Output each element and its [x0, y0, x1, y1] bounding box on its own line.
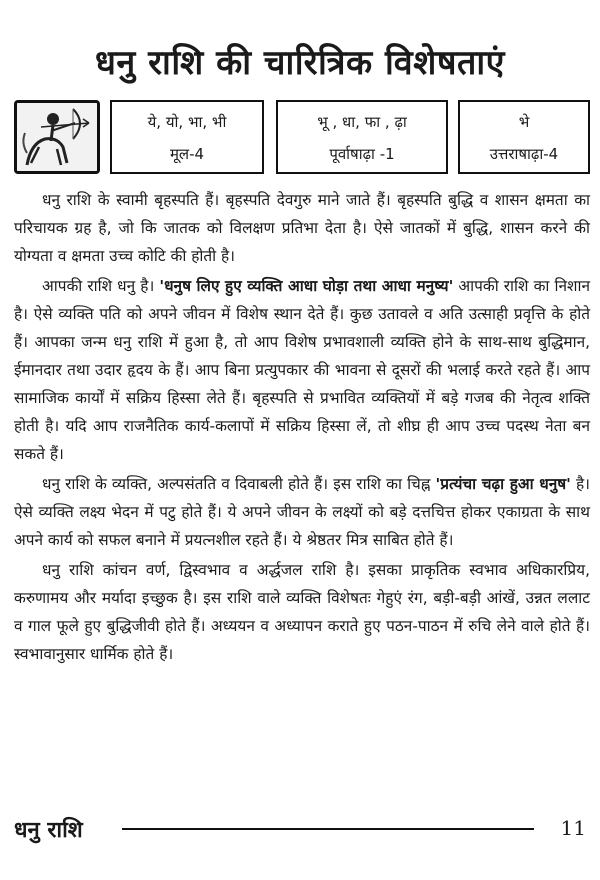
- nakshatra-text: मूल-4: [169, 145, 205, 163]
- syllable-box-purvashadha: [276, 100, 448, 174]
- paragraph-text: धनु राशि कांचन वर्ण, द्विस्वभाव व अर्द्धजल राशि है। इसका प्राकृतिक स्वभाव अधिकारप्रिय, करुणामय और मर्यादा इच्छुक है। इस राशि वाले व्यक्ति विशेषतः गेहुएं रंग, बड़ी-बड़ी आंखें, उन्नत ललाट व गाल फूले हुए बुद्धिजीवी होते हैं। अध्ययन व अध्यापन कराते हुए पठन-पाठन में रुचि लेने वाले होते हैं। स्वभावानुसार धार्मिक होते हैं।: [14, 561, 590, 663]
- syllable-box-uttarashadha: [458, 100, 590, 174]
- emphasis-text: 'धनुष लिए हुए व्यक्ति आधा घोड़ा तथा आधा मनुष्य': [159, 277, 454, 295]
- body-text: [14, 186, 590, 670]
- syllables-text: भे: [518, 113, 530, 131]
- footer-divider: [122, 828, 534, 830]
- syllable-box-mula: [110, 100, 264, 174]
- sagittarius-emblem: [14, 100, 100, 174]
- paragraph-text: है। ऐसे व्यक्ति लक्ष्य भेदन में पटु होते हैं। ये अपने जीवन के लक्ष्यों को बड़े दत्तचित्त होकर एकाग्रता के साथ अपने कार्य को सफल बनाने में प्रयत्नशील रहते हैं। ये श्रेष्ठतर मित्र साबित होते हैं।: [14, 475, 590, 549]
- page-number: 11: [560, 816, 586, 840]
- emphasis-text: 'प्रत्यंचा चढ़ा हुआ धनुष': [435, 475, 571, 493]
- footer-section-title: धनु राशि: [14, 818, 83, 843]
- syllables-text: भू , धा, फा , ढ़ा: [317, 113, 407, 131]
- paragraph-1: [14, 186, 590, 270]
- sagittarius-archer-icon: [17, 103, 97, 171]
- paragraph-text: आपकी राशि धनु है।: [42, 277, 160, 295]
- syllable-box-row: [14, 100, 590, 178]
- paragraph-text: आपकी राशि का निशान है। ऐसे व्यक्ति पति को अपने जीवन में विशेष स्थान देते हैं। कुछ उतावले व अति उत्साही प्रवृत्ति के होते हैं। आपका जन्म धनु राशि में हुआ है, तो आप विशेष प्रभावशाली व्यक्ति होने के साथ-साथ बुद्धिमान, ईमानदार तथा उदार हृदय के हैं। आप बिना प्रत्युपकार की भावना से दूसरों की भलाई करते रहते हैं। आप सामाजिक कार्यों में सक्रिय हिस्सा लेते हैं। बृहस्पति से प्रभावित व्यक्तियों में बड़े गजब की नेतृत्व शक्ति होती है। यदि आप राजनैतिक कार्य-कलापों में सक्रिय हिस्सा लें, तो शीघ्र ही आप उच्च पदस्थ नेता बन सकते हैं।: [14, 277, 590, 463]
- page-footer: [14, 812, 590, 844]
- paragraph-text: धनु राशि के व्यक्ति, अल्पसंतति व दिवाबली होते हैं। इस राशि का चिह्न: [42, 475, 436, 493]
- paragraph-text: धनु राशि के स्वामी बृहस्पति हैं। बृहस्पति देवगुरु माने जाते हैं। बृहस्पति बुद्धि व शासन क्षमता का परिचायक ग्रह है, जो कि जातक को विलक्षण प्रतिभा देता है। ऐसे जातकों में बुद्धि, शासन करने की योग्यता व क्षमता उच्च कोटि की होती है।: [14, 191, 590, 265]
- syllables-text: ये, यो, भा, भी: [147, 113, 227, 131]
- paragraph-3: [14, 470, 590, 554]
- paragraph-4: [14, 556, 590, 668]
- nakshatra-text: पूर्वाषाढ़ा -1: [329, 145, 395, 163]
- paragraph-2: [14, 272, 590, 468]
- nakshatra-text: उत्तराषाढ़ा-4: [489, 145, 559, 163]
- page-title: धनु राशि की चारित्रिक विशेषताएं: [95, 43, 505, 83]
